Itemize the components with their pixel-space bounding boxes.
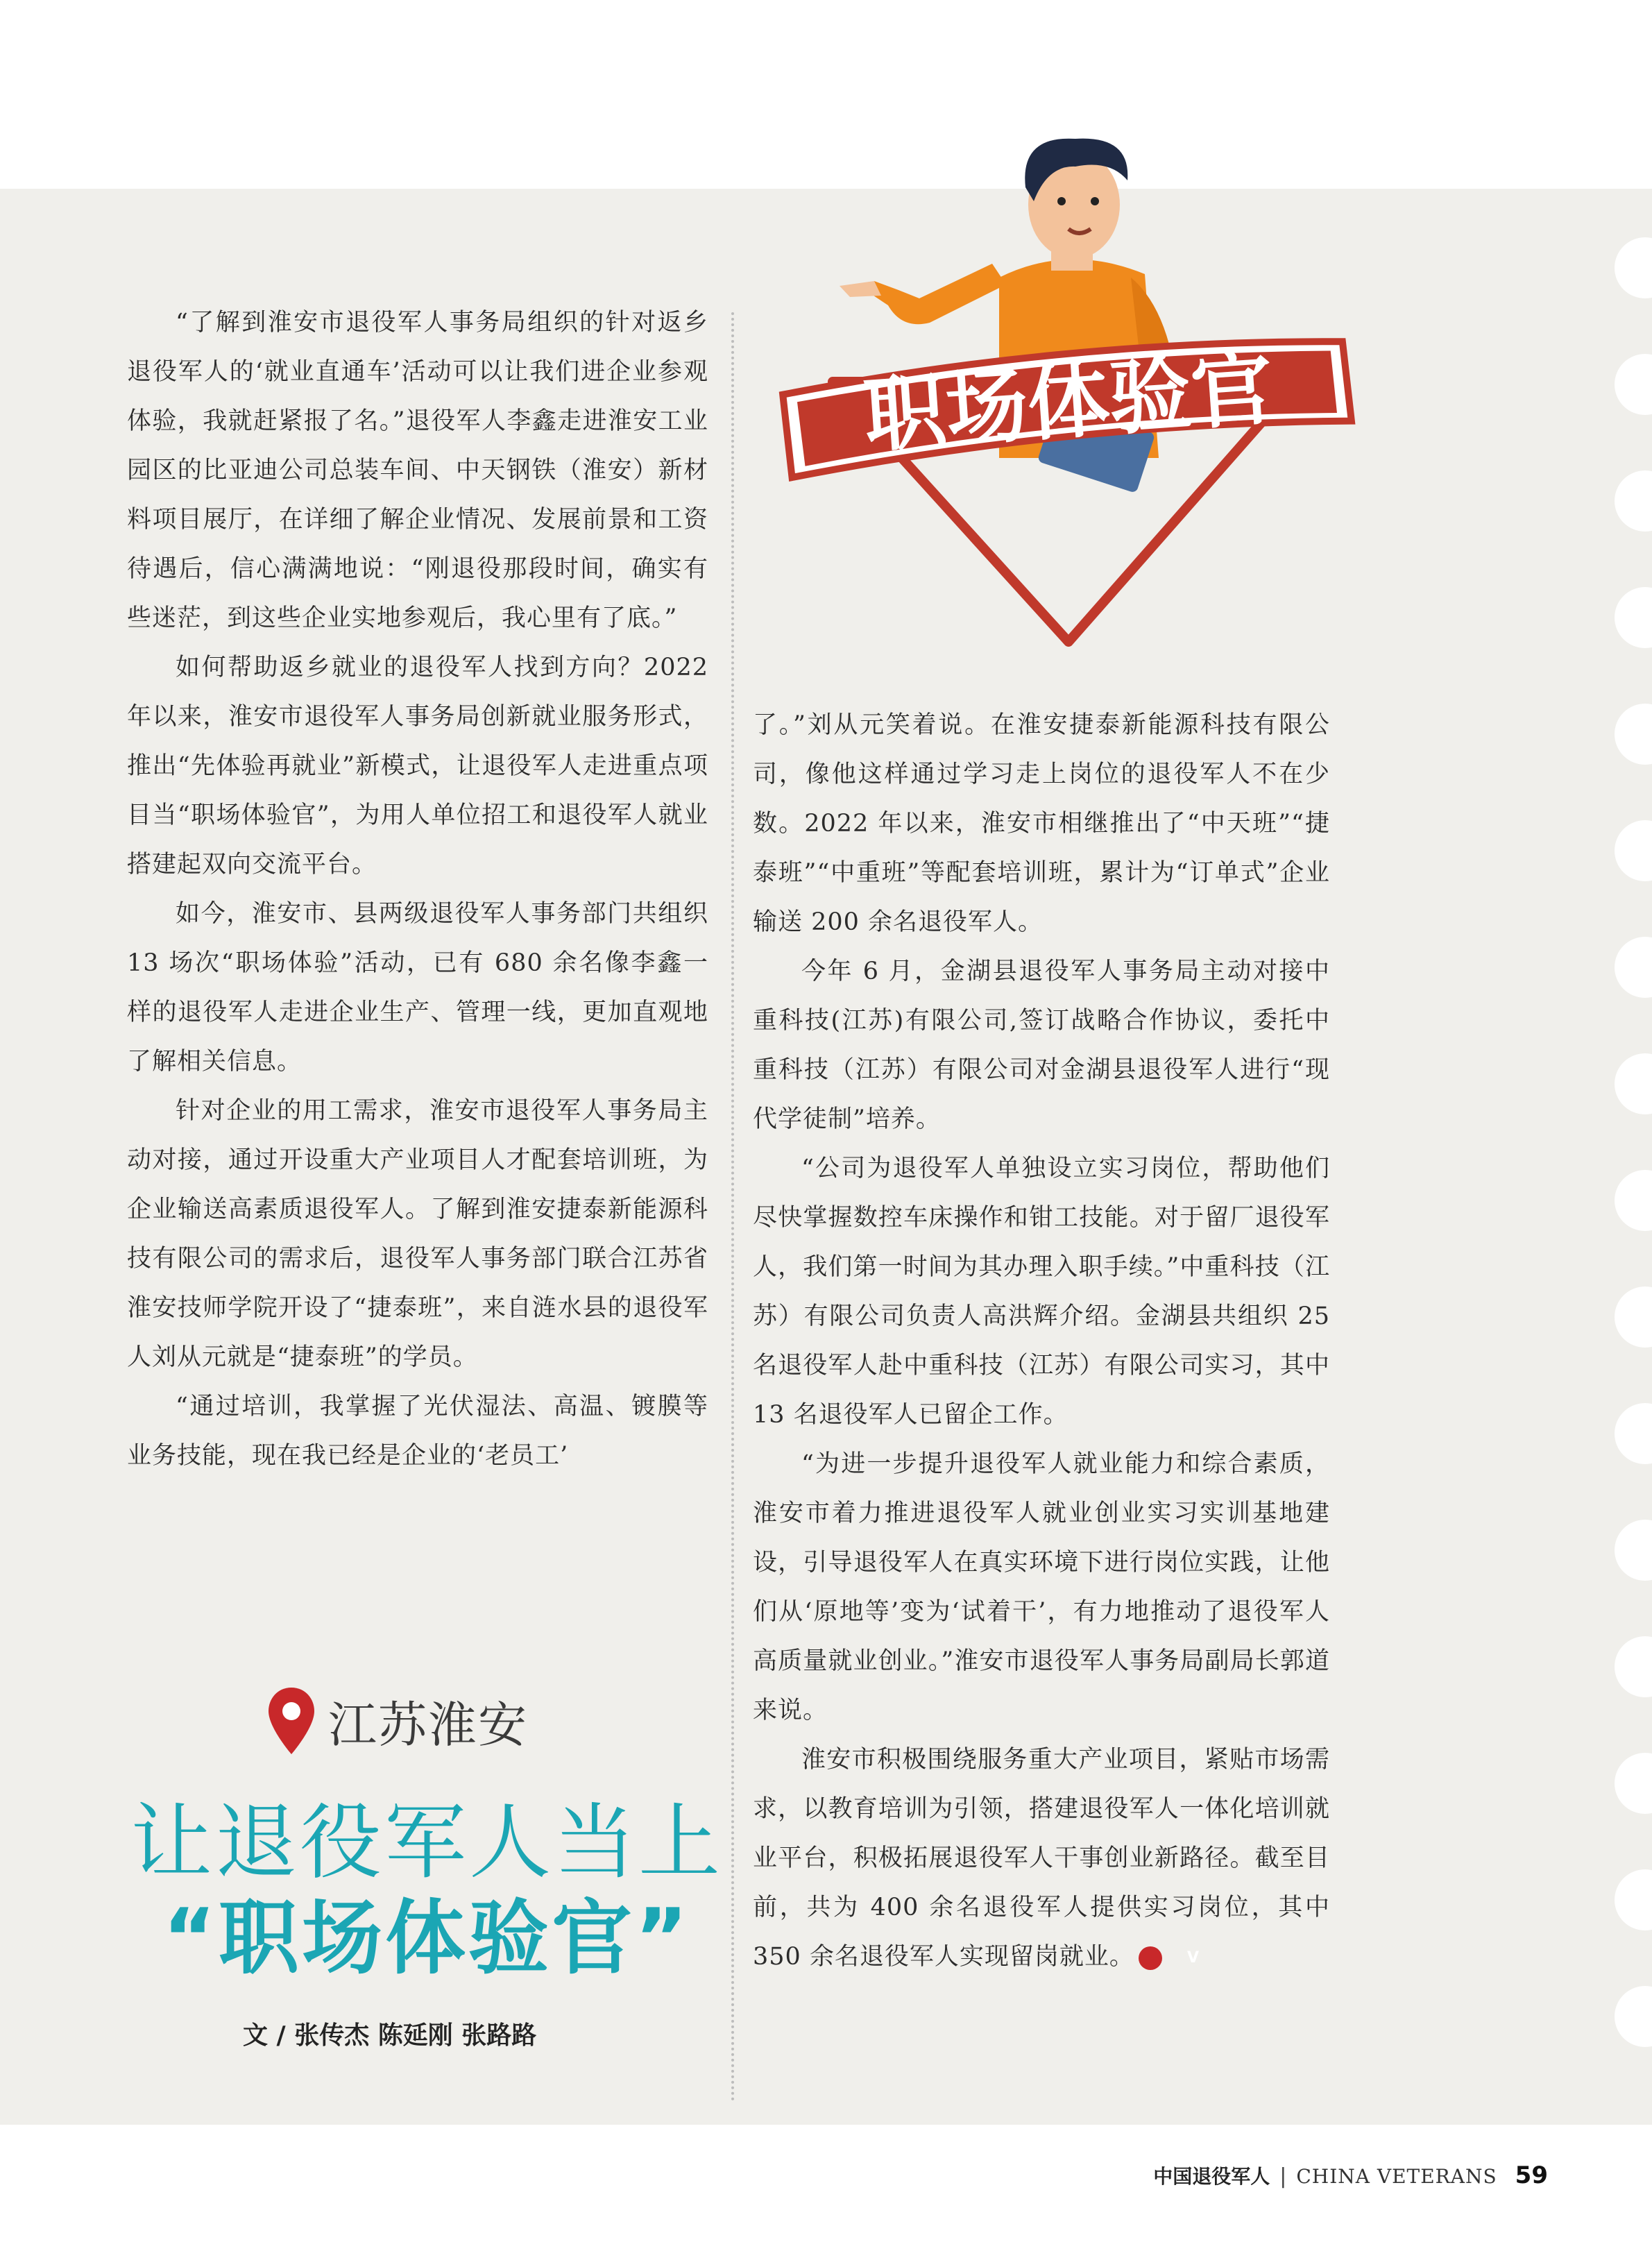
edge-scallop [1615,1869,1652,1930]
headline-line-2: “职场体验官” [162,1892,691,1985]
job-experience-illustration [770,132,1367,659]
pointing-hand [840,281,881,297]
paragraph: 了。”刘从元笑着说。在淮安捷泰新能源科技有限公司，像他这样通过学习走上岗位的退役军人不在少数。2022 年以来，淮安市相继推出了“中天班”“捷泰班”“中重班”等配套培训班，累计为“订单式”企业输送 200 余名退役军人。 [753,711,1330,936]
footer-separator: | [1279,2164,1287,2189]
paragraph: “公司为退役军人单独设立实习岗位，帮助他们尽快掌握数控车床操作和钳工技能。对于留厂退役军人，我们第一时间为其办理入职手续。”中重科技（江苏）有限公司负责人高洪辉介绍。金湖县共组织 25 名退役军人赴中重科技（江苏）有限公司实习，其中 13 名退役军人已留企工作。 [753,1155,1330,1429]
page-footer [1153,2162,1548,2189]
edge-scallop [1615,704,1652,765]
edge-scallop [1615,587,1652,648]
page-number: 59 [1515,2162,1548,2189]
article-left-column [127,298,708,1481]
paragraph: “为进一步提升退役军人就业能力和综合素质，淮安市着力推进退役军人就业创业实习实训基地建设，引导退役军人在真实环境下进行岗位实践，让他们从‘原地等’变为‘试着干’，有力地推动了退役军人高质量就业创业。”淮安市退役军人事务局副局长郭道来说。 [753,1450,1330,1724]
edge-scallop [1615,1403,1652,1464]
paragraph: 如何帮助返乡就业的退役军人找到方向？2022 年以来，淮安市退役军人事务局创新就业服务形式，推出“先体验再就业”新模式，让退役军人走进重点项目当“职场体验官”，为用人单位招工和退役军人就业搭建起双向交流平台。 [127,654,708,878]
byline: 文 / 张传杰 陈延刚 张路路 [243,2021,537,2050]
magazine-name-en: CHINA VETERANS [1296,2165,1497,2188]
edge-scallop [1615,354,1652,415]
banner-text: 职场体验官 [860,339,1277,464]
location-text: 江苏淮安 [328,1696,528,1753]
paragraph: “通过培训，我掌握了光伏湿法、高温、镀膜等业务技能，现在我已经是企业的‘老员工’ [127,1393,708,1470]
paragraph: 如今，淮安市、县两级退役军人事务部门共组织 13 场次“职场体验”活动，已有 680 余名像李鑫一样的退役军人走进企业生产、管理一线，更加直观地了解相关信息。 [127,900,708,1076]
edge-scallop [1615,1170,1652,1231]
location-pin-icon [267,1686,316,1756]
eye [1091,197,1099,205]
edge-scallop [1615,820,1652,881]
edge-scallop [1615,1986,1652,2047]
paragraph: 今年 6 月，金湖县退役军人事务局主动对接中重科技(江苏)有限公司,签订战略合作协议，委托中重科技（江苏）有限公司对金湖县退役军人进行“现代学徒制”培养。 [753,958,1330,1133]
edge-scallop [1615,1636,1652,1697]
edge-scallop [1615,1520,1652,1581]
headline-line-1: 让退役军人当上 [130,1794,723,1890]
paragraph: 针对企业的用工需求，淮安市退役军人事务局主动对接，通过开设重大产业项目人才配套培训班，为企业输送高素质退役军人。了解到淮安捷泰新能源科技有限公司的需求后，退役军人事务部门联合江苏省淮安技师学院开设了“捷泰班”，来自涟水县的退役军人刘从元就是“捷泰班”的学员。 [127,1097,708,1371]
eye [1057,197,1066,205]
paragraph: 淮安市积极围绕服务重大产业项目，紧贴市场需求，以教育培训为引领，搭建退役军人一体化培训就业平台，积极拓展退役军人干事创业新路径。截至目前，共为 400 余名退役军人提供实习岗位，其中 350 余名退役军人实现留岗就业。V [753,1735,1330,1982]
edge-scallop [1615,470,1652,532]
edge-scallop [1615,1286,1652,1348]
edge-scallop [1615,1753,1652,1814]
article-right-column [753,701,1330,1982]
edge-scallop [1615,937,1652,998]
edge-scallop [1615,1053,1652,1114]
pointing-arm [867,264,1006,324]
end-mark-icon [1139,1946,1162,1970]
magazine-name-cn: 中国退役军人 [1153,2165,1270,2188]
location-tag [267,1683,528,1759]
paragraph: “了解到淮安市退役军人事务局组织的针对返乡退役军人的‘就业直通车’活动可以让我们进企业参观体验，我就赶紧报了名。”退役军人李鑫走进淮安工业园区的比亚迪公司总装车间、中天钢铁（淮安）新材料项目展厅，在详细了解企业情况、发展前景和工资待遇后，信心满满地说：“刚退役那段时间，确实有些迷茫，到这些企业实地参观后，我心里有了底。” [127,309,708,632]
edge-scallop [1615,237,1652,298]
